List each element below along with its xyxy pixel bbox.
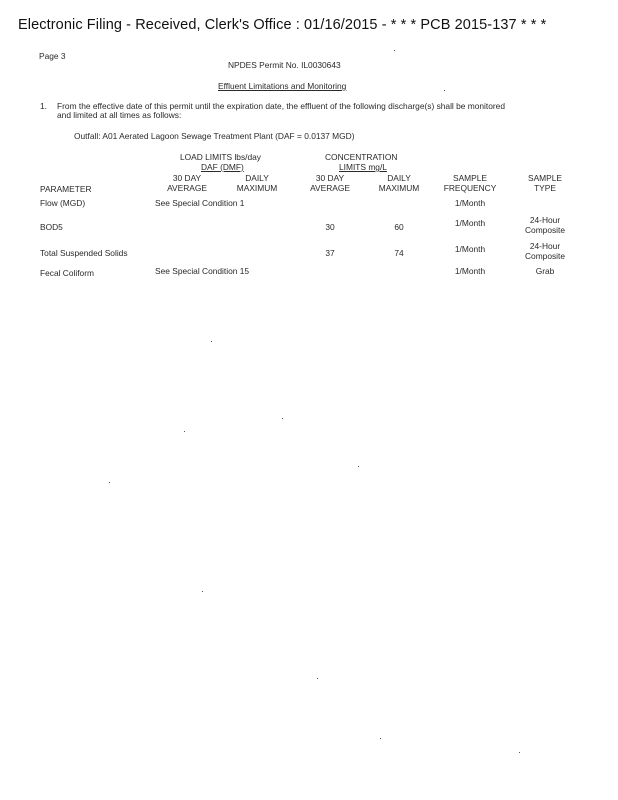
table-row-tss-conc-daily: 74 bbox=[394, 248, 404, 258]
item-text-line1: From the effective date of this permit until the expiration date, the effluent of the following discharge(s) shall be monitored bbox=[57, 101, 506, 111]
item-text-line2: and limited at all times as follows: bbox=[57, 110, 182, 120]
scan-speck bbox=[380, 738, 381, 739]
col-type-l2: TYPE bbox=[534, 183, 556, 193]
scan-speck bbox=[394, 50, 395, 51]
table-row-tss-type-l2: Composite bbox=[524, 251, 566, 261]
table-row-bod5-parameter: BOD5 bbox=[40, 222, 63, 232]
table-row-tss-conc-30day: 37 bbox=[325, 248, 335, 258]
scan-speck bbox=[317, 678, 318, 679]
concentration-header: CONCENTRATION bbox=[325, 152, 398, 162]
scan-speck bbox=[109, 482, 110, 483]
col-parameter: PARAMETER bbox=[40, 184, 92, 194]
col-load-30day-l2: AVERAGE bbox=[167, 183, 207, 193]
section-title: Effluent Limitations and Monitoring bbox=[218, 81, 347, 91]
load-limits-subheader: DAF (DMF) bbox=[201, 162, 244, 172]
table-row-fecal-load-note: See Special Condition 15 bbox=[155, 266, 250, 276]
received-stamp: Electronic Filing - Received, Clerk's Office : 01/16/2015 - * * * PCB 2015-137 * * * bbox=[18, 17, 547, 33]
permit-number: NPDES Permit No. IL0030643 bbox=[228, 60, 341, 70]
scan-speck bbox=[184, 431, 185, 432]
table-row-bod5-type-l1: 24-Hour bbox=[529, 215, 561, 225]
table-row-bod5-type-l2: Composite bbox=[524, 225, 566, 235]
table-row-flow-load-note: See Special Condition 1 bbox=[155, 198, 245, 208]
col-conc-daily-l1: DAILY bbox=[387, 173, 411, 183]
table-row-bod5-conc-30day: 30 bbox=[325, 222, 335, 232]
load-limits-header: LOAD LIMITS lbs/day bbox=[180, 152, 261, 162]
table-row-fecal-parameter: Fecal Coliform bbox=[40, 268, 94, 278]
table-row-flow-parameter: Flow (MGD) bbox=[40, 198, 86, 208]
concentration-subheader: LIMITS mg/L bbox=[339, 162, 387, 172]
item-number: 1. bbox=[40, 101, 47, 111]
col-conc-30day-l2: AVERAGE bbox=[310, 183, 350, 193]
table-row-tss-frequency: 1/Month bbox=[454, 244, 486, 254]
table-row-bod5-conc-daily: 60 bbox=[394, 222, 404, 232]
scan-speck bbox=[444, 90, 445, 91]
scan-speck bbox=[202, 591, 203, 592]
table-row-fecal-type: Grab bbox=[535, 266, 555, 276]
col-frequency-l2: FREQUENCY bbox=[443, 183, 497, 193]
outfall-description: Outfall: A01 Aerated Lagoon Sewage Treatment Plant (DAF = 0.0137 MGD) bbox=[74, 131, 355, 141]
table-row-tss-type-l1: 24-Hour bbox=[529, 241, 561, 251]
table-row-tss-parameter: Total Suspended Solids bbox=[40, 248, 128, 258]
col-load-30day-l1: 30 DAY bbox=[172, 173, 202, 183]
col-load-daily-l2: MAXIMUM bbox=[236, 183, 278, 193]
col-load-daily-l1: DAILY bbox=[245, 173, 269, 183]
table-row-flow-frequency: 1/Month bbox=[454, 198, 486, 208]
scan-speck bbox=[358, 466, 359, 467]
scan-speck bbox=[211, 341, 212, 342]
scan-speck bbox=[519, 752, 520, 753]
page-number: Page 3 bbox=[39, 51, 66, 61]
col-conc-30day-l1: 30 DAY bbox=[315, 173, 345, 183]
col-frequency-l1: SAMPLE bbox=[453, 173, 487, 183]
col-conc-daily-l2: MAXIMUM bbox=[378, 183, 420, 193]
table-row-fecal-frequency: 1/Month bbox=[454, 266, 486, 276]
col-type-l1: SAMPLE bbox=[528, 173, 562, 183]
scan-speck bbox=[282, 418, 283, 419]
table-row-bod5-frequency: 1/Month bbox=[454, 218, 486, 228]
